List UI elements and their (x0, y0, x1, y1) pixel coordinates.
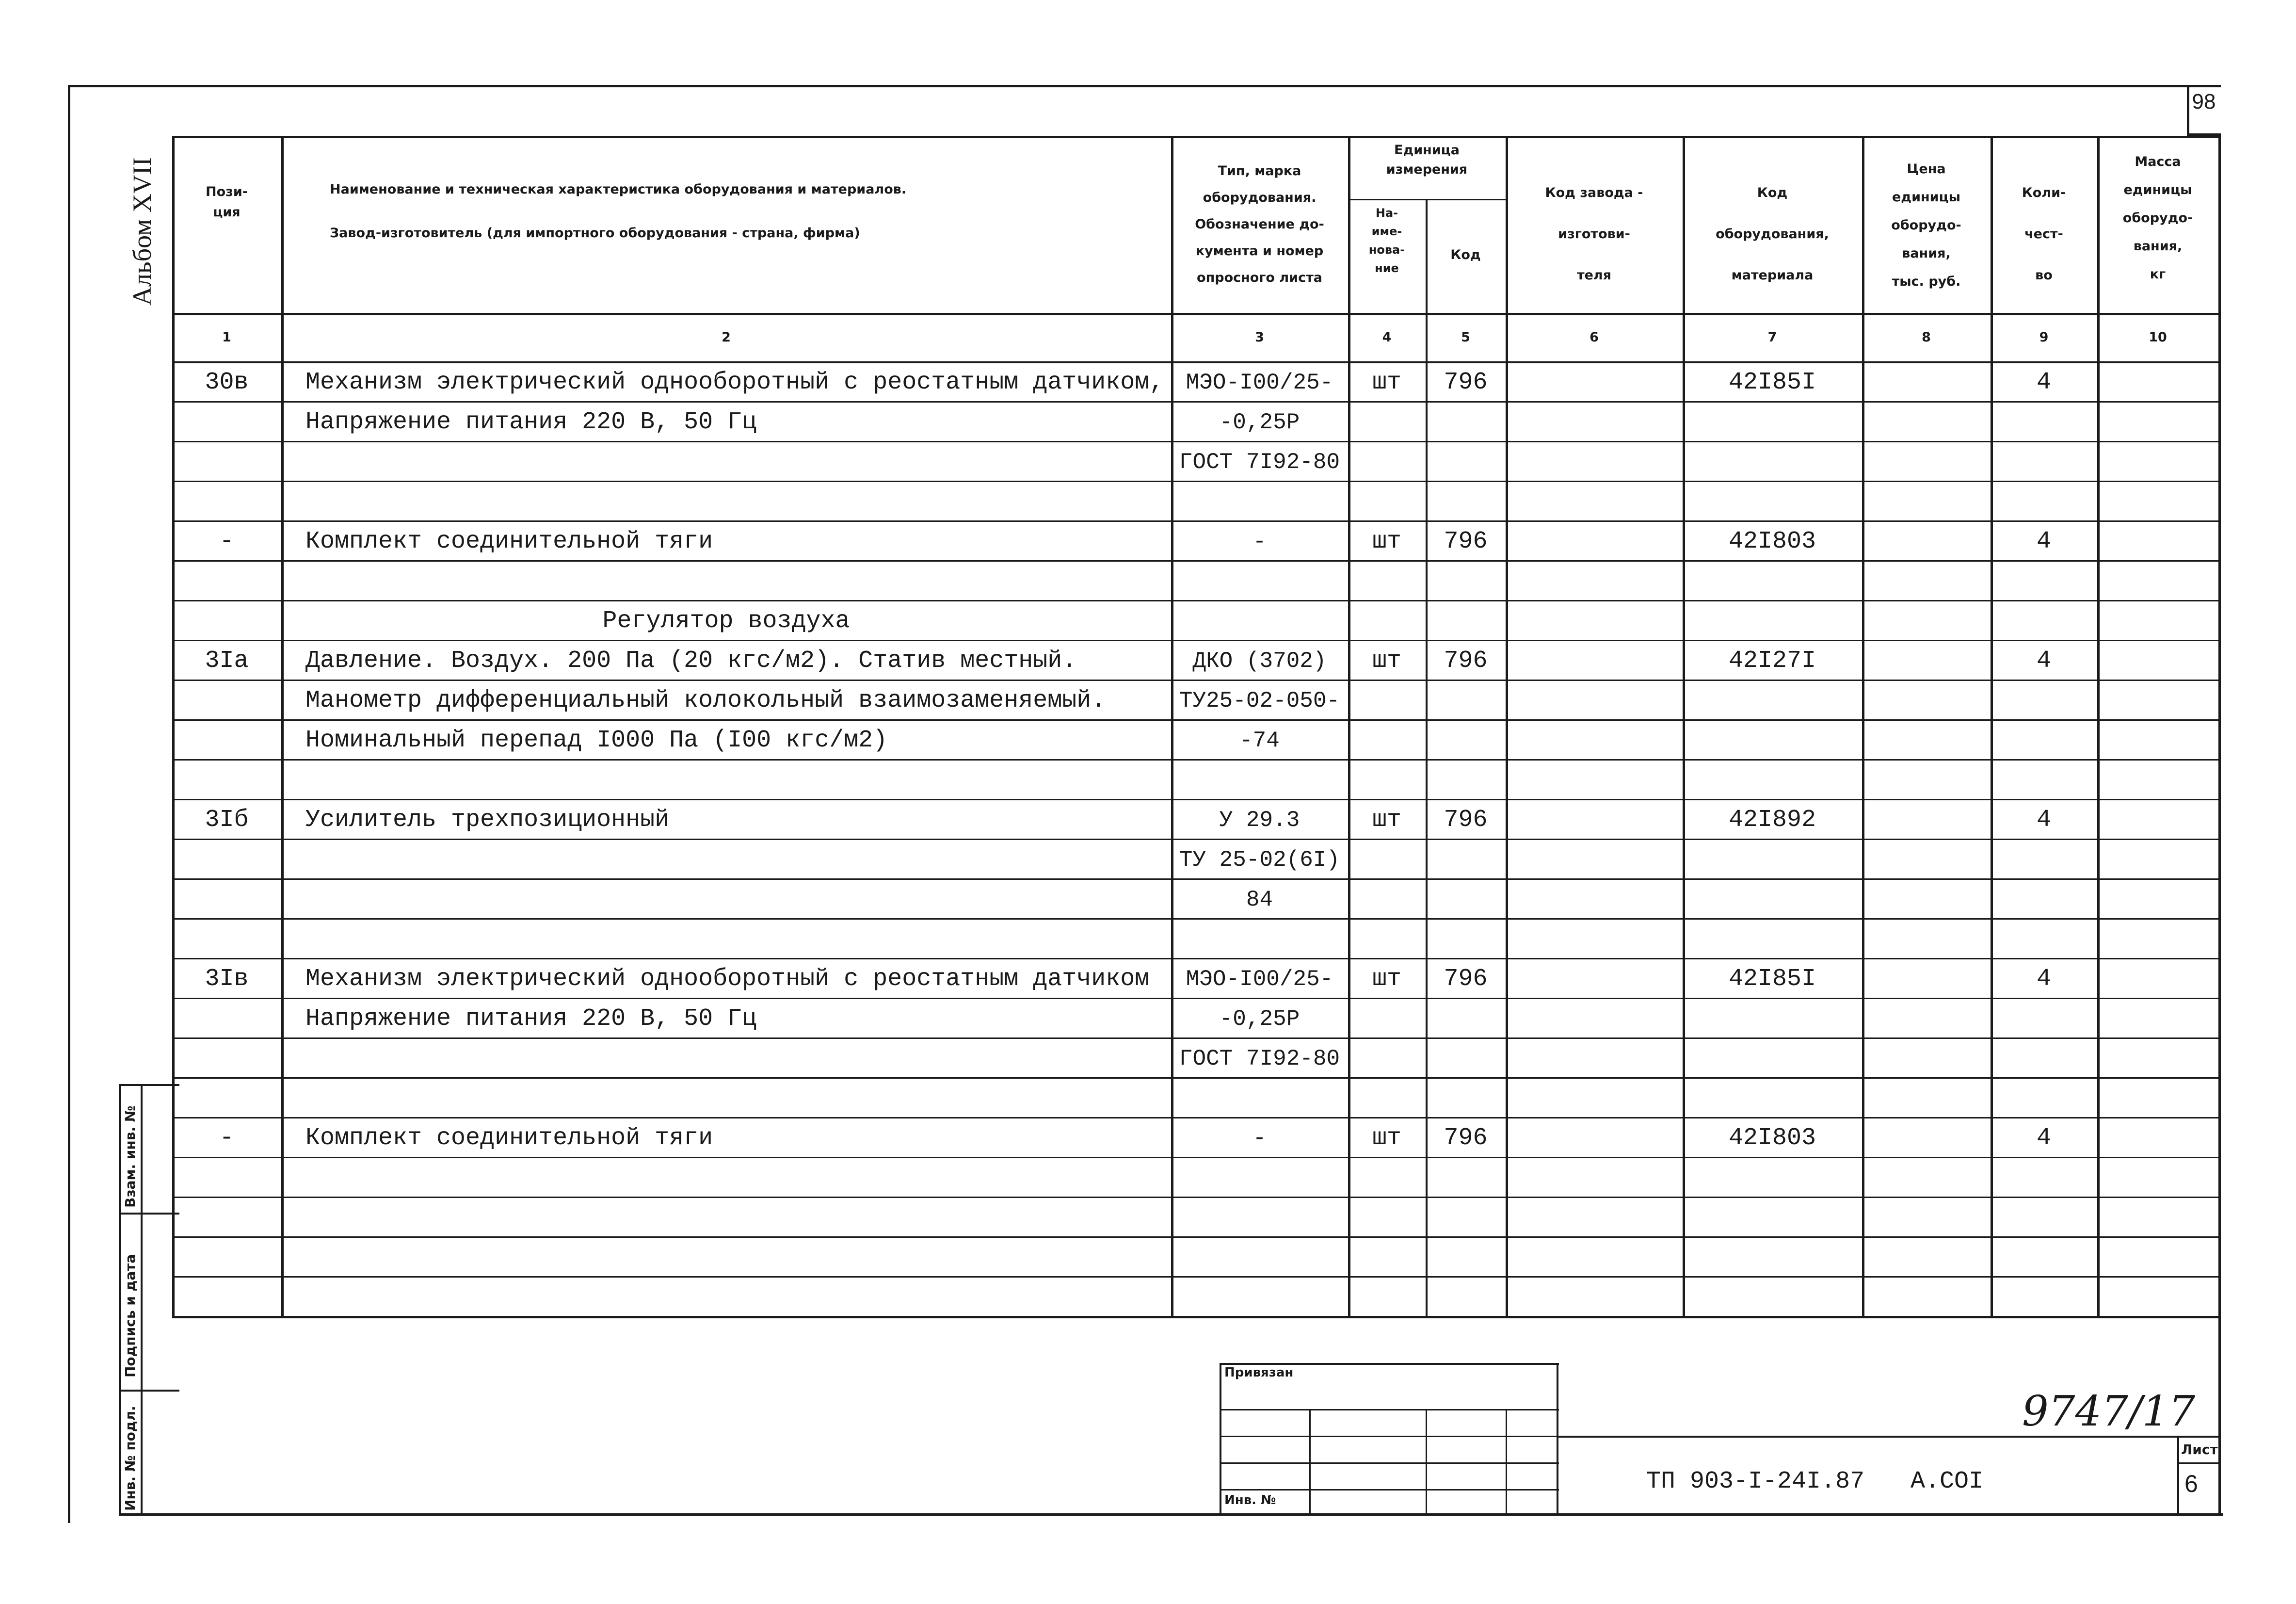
row-position: 3Iа (205, 647, 249, 675)
row-equip-code: 42I85I (1728, 965, 1816, 993)
header-position: Пози- ция (206, 184, 248, 220)
table-rule (172, 640, 2218, 641)
row-position: - (219, 528, 234, 555)
table-rule (172, 680, 2218, 681)
row-type: ТУ25-02-050- (1179, 688, 1340, 713)
row-equip-code: 42I803 (1728, 1124, 1816, 1152)
row-equip-code: 42I803 (1728, 528, 1816, 555)
header-name-line2: Завод-изготовитель (для импортного оборудования - страна, фирма) (330, 226, 860, 241)
sheet-number: 98 (2192, 90, 2216, 113)
header-equip-code: Код оборудования, материала (1716, 185, 1829, 283)
table-rule (1862, 136, 1864, 1316)
row-unit-code: 796 (1444, 528, 1488, 555)
row-unit: шт (1372, 965, 1401, 993)
stamp-inv-orig: Инв. № подл. (122, 1406, 138, 1511)
header-unit-group: Единица измерения (1386, 143, 1468, 177)
column-number: 5 (1461, 330, 1470, 345)
table-rule (172, 441, 2218, 442)
column-number: 7 (1767, 330, 1777, 345)
table-rule (172, 1236, 2218, 1238)
row-unit-code: 796 (1444, 369, 1488, 396)
row-name: Регулятор воздуха (602, 607, 850, 635)
row-equip-code: 42I892 (1728, 806, 1816, 834)
album-label: Альбом XVII (128, 157, 157, 306)
table-rule (172, 600, 2218, 601)
doc-section: А.COI (1911, 1468, 1984, 1495)
column-number: 1 (222, 330, 231, 345)
row-name: Напряжение питания 220 В, 50 Гц (305, 408, 757, 436)
row-name: Напряжение питания 220 В, 50 Гц (305, 1005, 757, 1033)
stamp-inv-label: Инв. № (1224, 1493, 1276, 1507)
table-rule (172, 1157, 2218, 1158)
table-rule (172, 1197, 2218, 1198)
table-rule (172, 759, 2218, 761)
row-unit-code: 796 (1444, 965, 1488, 993)
row-unit: шт (1372, 647, 1401, 675)
table-rule (172, 719, 2218, 721)
row-type: - (1252, 1126, 1267, 1151)
header-type: Тип, марка оборудования. Обозначение до- кумента и номер опросного листа (1195, 163, 1324, 285)
header-unit-code: Код (1450, 247, 1481, 262)
header-mass: Масса единицы оборудо- вания, кг (2122, 154, 2193, 282)
row-unit-code: 796 (1444, 1124, 1488, 1152)
table-rule (172, 918, 2218, 920)
row-name: Механизм электрический однооборотный с реостатным датчиком, (305, 369, 1164, 396)
header-qty: Коли- чест- во (2022, 185, 2066, 283)
row-unit-code: 796 (1444, 806, 1488, 834)
column-number: 9 (2039, 330, 2049, 345)
table-rule (172, 401, 2218, 403)
column-number: 4 (1382, 330, 1392, 345)
row-type: ТУ 25-02(6I) (1179, 847, 1340, 873)
table-rule (172, 313, 2218, 315)
row-type: -0,25Р (1219, 1006, 1300, 1032)
column-number: 10 (2149, 330, 2167, 345)
row-unit: шт (1372, 1124, 1401, 1152)
header-price: Цена единицы оборудо- вания, тыс. руб. (1891, 162, 1961, 289)
row-equip-code: 42I85I (1728, 369, 1816, 396)
doc-code: ТП 903-I-24I.87 (1646, 1468, 1865, 1495)
row-name: Комплект соединительной тяги (305, 528, 713, 555)
row-type: - (1252, 529, 1267, 554)
table-rule (281, 136, 284, 1316)
list-number: 6 (2184, 1470, 2198, 1497)
row-name: Механизм электрический однооборотный с реостатным датчиком (305, 965, 1150, 993)
row-name: Манометр дифференциальный колокольный взаимозаменяемый. (305, 687, 1106, 714)
table-rule (172, 839, 2218, 840)
row-name: Номинальный перепад I000 Па (I00 кгс/м2) (305, 727, 888, 754)
table-rule (172, 1276, 2218, 1278)
handwritten-number: 9747/17 (2022, 1387, 2196, 1436)
table-rule (172, 878, 2218, 880)
stamp-inv-replace: Взам. инв. № (122, 1105, 138, 1208)
row-type: -0,25Р (1219, 410, 1300, 435)
table-rule (172, 1117, 2218, 1118)
table-rule (172, 560, 2218, 562)
row-type: ГОСТ 7I92-80 (1179, 450, 1340, 475)
row-name: Давление. Воздух. 200 Па (20 кгс/м2). Статив местный. (305, 647, 1077, 675)
row-type: МЭО-I00/25- (1186, 967, 1333, 992)
row-quantity: 4 (2036, 1124, 2051, 1152)
table-rule (2218, 136, 2221, 1316)
row-position: - (219, 1124, 234, 1152)
column-number: 8 (1922, 330, 1931, 345)
header-name-line1: Наименование и техническая характеристика оборудования и материалов. (330, 182, 907, 197)
header-unit-name: На- име- нова- ние (1368, 206, 1405, 275)
table-rule (172, 481, 2218, 482)
row-equip-code: 42I27I (1728, 647, 1816, 675)
table-rule (172, 1316, 2218, 1318)
table-rule (172, 520, 2218, 522)
table-rule (1506, 136, 1508, 1316)
header-maker-code: Код завода - изготови- теля (1545, 185, 1643, 283)
column-number: 3 (1255, 330, 1264, 345)
row-name: Комплект соединительной тяги (305, 1124, 713, 1152)
row-quantity: 4 (2036, 528, 2051, 555)
row-type: 84 (1246, 887, 1273, 912)
row-quantity: 4 (2036, 647, 2051, 675)
row-type: ГОСТ 7I92-80 (1179, 1046, 1340, 1071)
row-position: 30в (205, 369, 249, 396)
stamp-attached-label: Привязан (1224, 1365, 1294, 1380)
row-type: МЭО-I00/25- (1186, 370, 1333, 395)
row-position: 3Iб (205, 806, 249, 834)
row-name: Усилитель трехпозиционный (305, 806, 670, 834)
row-quantity: 4 (2036, 965, 2051, 993)
table-rule (172, 1037, 2218, 1039)
column-number: 6 (1590, 330, 1599, 345)
row-unit: шт (1372, 369, 1401, 396)
row-unit: шт (1372, 528, 1401, 555)
table-rule (172, 1077, 2218, 1079)
table-rule (2097, 136, 2100, 1316)
row-position: 3Iв (205, 965, 249, 993)
table-rule (172, 361, 2218, 363)
row-quantity: 4 (2036, 806, 2051, 834)
list-label: Лист (2181, 1442, 2218, 1458)
table-rule (172, 958, 2218, 959)
row-type: У 29.3 (1219, 808, 1300, 833)
column-number: 2 (722, 330, 731, 345)
row-type: -74 (1239, 728, 1280, 753)
row-type: ДКО (3702) (1192, 648, 1327, 674)
row-quantity: 4 (2036, 369, 2051, 396)
stamp-sign-date: Подпись и дата (122, 1254, 138, 1377)
row-unit: шт (1372, 806, 1401, 834)
table-rule (172, 136, 2218, 138)
table-rule (172, 998, 2218, 999)
table-rule (172, 799, 2218, 800)
row-unit-code: 796 (1444, 647, 1488, 675)
